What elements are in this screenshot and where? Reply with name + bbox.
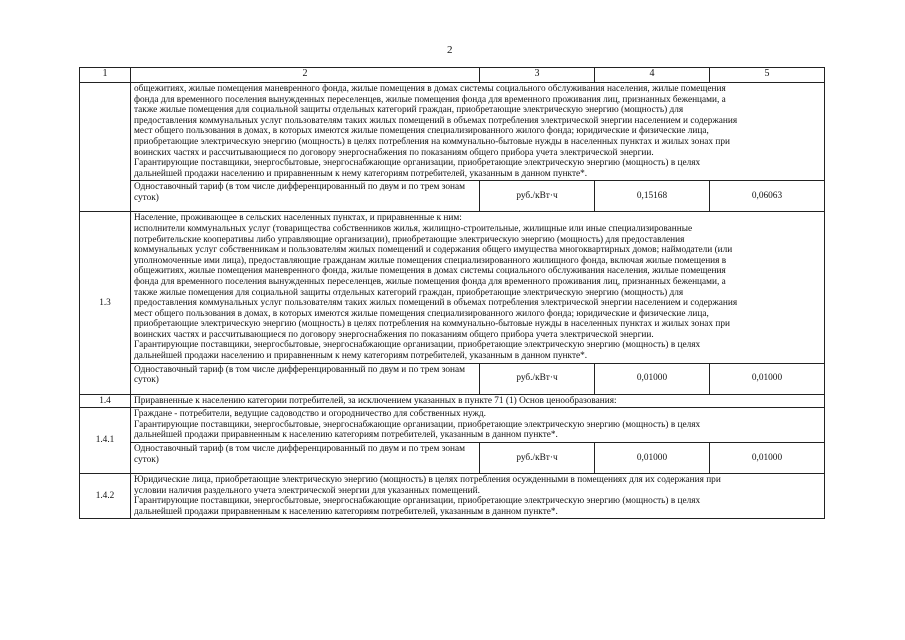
row-description (131, 408, 825, 443)
row-description (131, 83, 825, 181)
table-row (80, 83, 825, 181)
text-line: Гарантирующие поставщики, энергосбытовые, энергоснабжающие организации, приобретающие электрическую энергию (мощность) в целях (134, 496, 701, 507)
text-line: общежитиях, жилые помещения маневренного фонда, жилые помещения в домах системы социального обслуживания населения, жилые помещения (134, 266, 726, 277)
tariff-value-2: 0,01000 (710, 363, 825, 394)
row-id-cell (80, 83, 131, 212)
text-line: уполномоченные ими лица), предоставляющие гражданам жилые помещения специализированного жилищного фонда, включая жилые помещения в (134, 255, 727, 266)
text-line: Гарантирующие поставщики, энергосбытовые, энергоснабжающие организации, приобретающие электрическую энергию (мощность) в целях (134, 340, 701, 351)
tariff-unit: руб./кВт·ч (480, 443, 595, 474)
tariff-label: Одноставочный тариф (в том числе дифференцированный по двум и по трем зонам суток) (131, 181, 480, 212)
text-line: Граждане - потребители, ведущие садоводство и огородничество для собственных нужд. (134, 409, 486, 420)
row-description (131, 212, 825, 363)
text-line: дальнейшей продажи приравненным к населению категориям потребителей, указанным в данном пункте*. (134, 506, 558, 517)
text-line: Население, проживающее в сельских населенных пунктах, и приравненные к ним: (134, 213, 462, 224)
text-line: Юридические лица, приобретающие электрическую энергию (мощность) в целях потребления осужденными в помещениях для их содержания при (134, 475, 721, 486)
table-header-row (80, 68, 825, 83)
header-cell: 5 (710, 68, 825, 83)
tariff-value-2: 0,01000 (710, 443, 825, 474)
tariff-value-1: 0,01000 (595, 443, 710, 474)
row-id-cell: 1.4.1 (80, 408, 131, 474)
header-cell: 1 (80, 68, 131, 83)
text-line: дальнейшей продажи населению и приравненным к нему категориям потребителей, указанным в данном пункте*. (134, 168, 588, 179)
row-id-cell: 1.3 (80, 212, 131, 394)
table-row (80, 408, 825, 443)
tariff-row (80, 181, 825, 212)
table-row (80, 474, 825, 519)
tariff-value-1: 0,15168 (595, 181, 710, 212)
text-line: предоставления коммунальных услуг пользователям таких жилых помещений в объемах потребления электрической энергии населением и содержания (134, 115, 738, 126)
text-line: также жилые помещения для социальной защиты отдельных категорий граждан, приобретающие электрическую энергию (мощность) для (134, 287, 684, 298)
row-id-cell: 1.4.2 (80, 474, 131, 519)
header-cell: 4 (595, 68, 710, 83)
header-cell: 2 (131, 68, 480, 83)
text-line: условии наличия раздельного учета электрической энергии для указанных помещений. (134, 485, 480, 496)
text-line: фонда для временного поселения вынужденных переселенцев, жилые помещения фонда для временного проживания лиц, признанных беженцами, а (134, 276, 726, 287)
text-line: предоставления коммунальных услуг пользователям таких жилых помещений в объемах потребления электрической энергии населением и содержания (134, 298, 738, 309)
text-line: мест общего пользования в домах, в которых имеются жилые помещения специализированного жилого фонда; юридические и физические лица, (134, 308, 709, 319)
tariff-row (80, 443, 825, 474)
text-line: воинских частях и рассчитывающиеся по договору энергоснабжения по показаниям общего прибора учета электрической энергии. (134, 329, 654, 340)
tariff-row (80, 363, 825, 394)
tariff-value-1: 0,01000 (595, 363, 710, 394)
tariff-label: Одноставочный тариф (в том числе дифференцированный по двум и по трем зонам суток) (131, 443, 480, 474)
row-id-cell: 1.4 (80, 394, 131, 408)
text-line: потребительские кооперативы либо управляющие организации), приобретающие электрическую энергию (мощность) для предоставления (134, 234, 685, 245)
tariff-unit: руб./кВт·ч (480, 181, 595, 212)
tariff-label: Одноставочный тариф (в том числе дифференцированный по двум и по трем зонам суток) (131, 363, 480, 394)
row-description (131, 474, 825, 519)
table-row (80, 394, 825, 408)
text-line: общежитиях, жилые помещения маневренного фонда, жилые помещения в домах системы социального обслуживания населения, жилые помещения (134, 84, 726, 94)
tariff-table (79, 67, 825, 519)
text-line: фонда для временного поселения вынужденных переселенцев, жилые помещения фонда для временного проживания лиц, признанных беженцами, а (134, 94, 726, 105)
tariff-unit: руб./кВт·ч (480, 363, 595, 394)
text-line: также жилые помещения для социальной защиты отдельных категорий граждан, приобретающие электрическую энергию (мощность) для (134, 105, 684, 116)
text-line: мест общего пользования в домах, в которых имеются жилые помещения специализированного жилого фонда; юридические и физические лица, (134, 126, 709, 137)
text-line: Гарантирующие поставщики, энергосбытовые, энергоснабжающие организации, приобретающие электрическую энергию (мощность) в целях (134, 419, 701, 430)
tariff-value-2: 0,06063 (710, 181, 825, 212)
text-line: Гарантирующие поставщики, энергосбытовые, энергоснабжающие организации, приобретающие электрическую энергию (мощность) в целях (134, 158, 701, 169)
text-line: приобретающие электрическую энергию (мощность) в целях потребления на коммунально-бытовые нужды в населенных пунктах и жилых зонах при (134, 136, 730, 147)
text-line: исполнители коммунальных услуг (товарищества собственников жилья, жилищно-строительные, жилищные или иные специализированные (134, 223, 693, 234)
text-line: дальнейшей продажи приравненным к населению категориям потребителей, указанным в данном пункте*. (134, 430, 558, 441)
page-number: 2 (447, 44, 453, 56)
table-row (80, 212, 825, 363)
text-line: дальнейшей продажи населению и приравненным к нему категориям потребителей, указанным в данном пункте*. (134, 351, 588, 362)
text-line: приобретающие электрическую энергию (мощность) в целях потребления на коммунально-бытовые нужды в населенных пунктах и жилых зонах при (134, 319, 730, 330)
header-cell: 3 (480, 68, 595, 83)
text-line: коммунальных услуг собственникам и пользователям жилых помещений и содержания общего имущества многоквартирных домов; наймодатели (или (134, 245, 733, 256)
row-description: Приравненные к населению категории потребителей, за исключением указанных в пункте 71 (1) Основ ценообразования: (131, 394, 825, 408)
text-line: воинских частях и рассчитывающиеся по договору энергоснабжения по показаниям общего прибора учета электрической энергии. (134, 147, 654, 158)
